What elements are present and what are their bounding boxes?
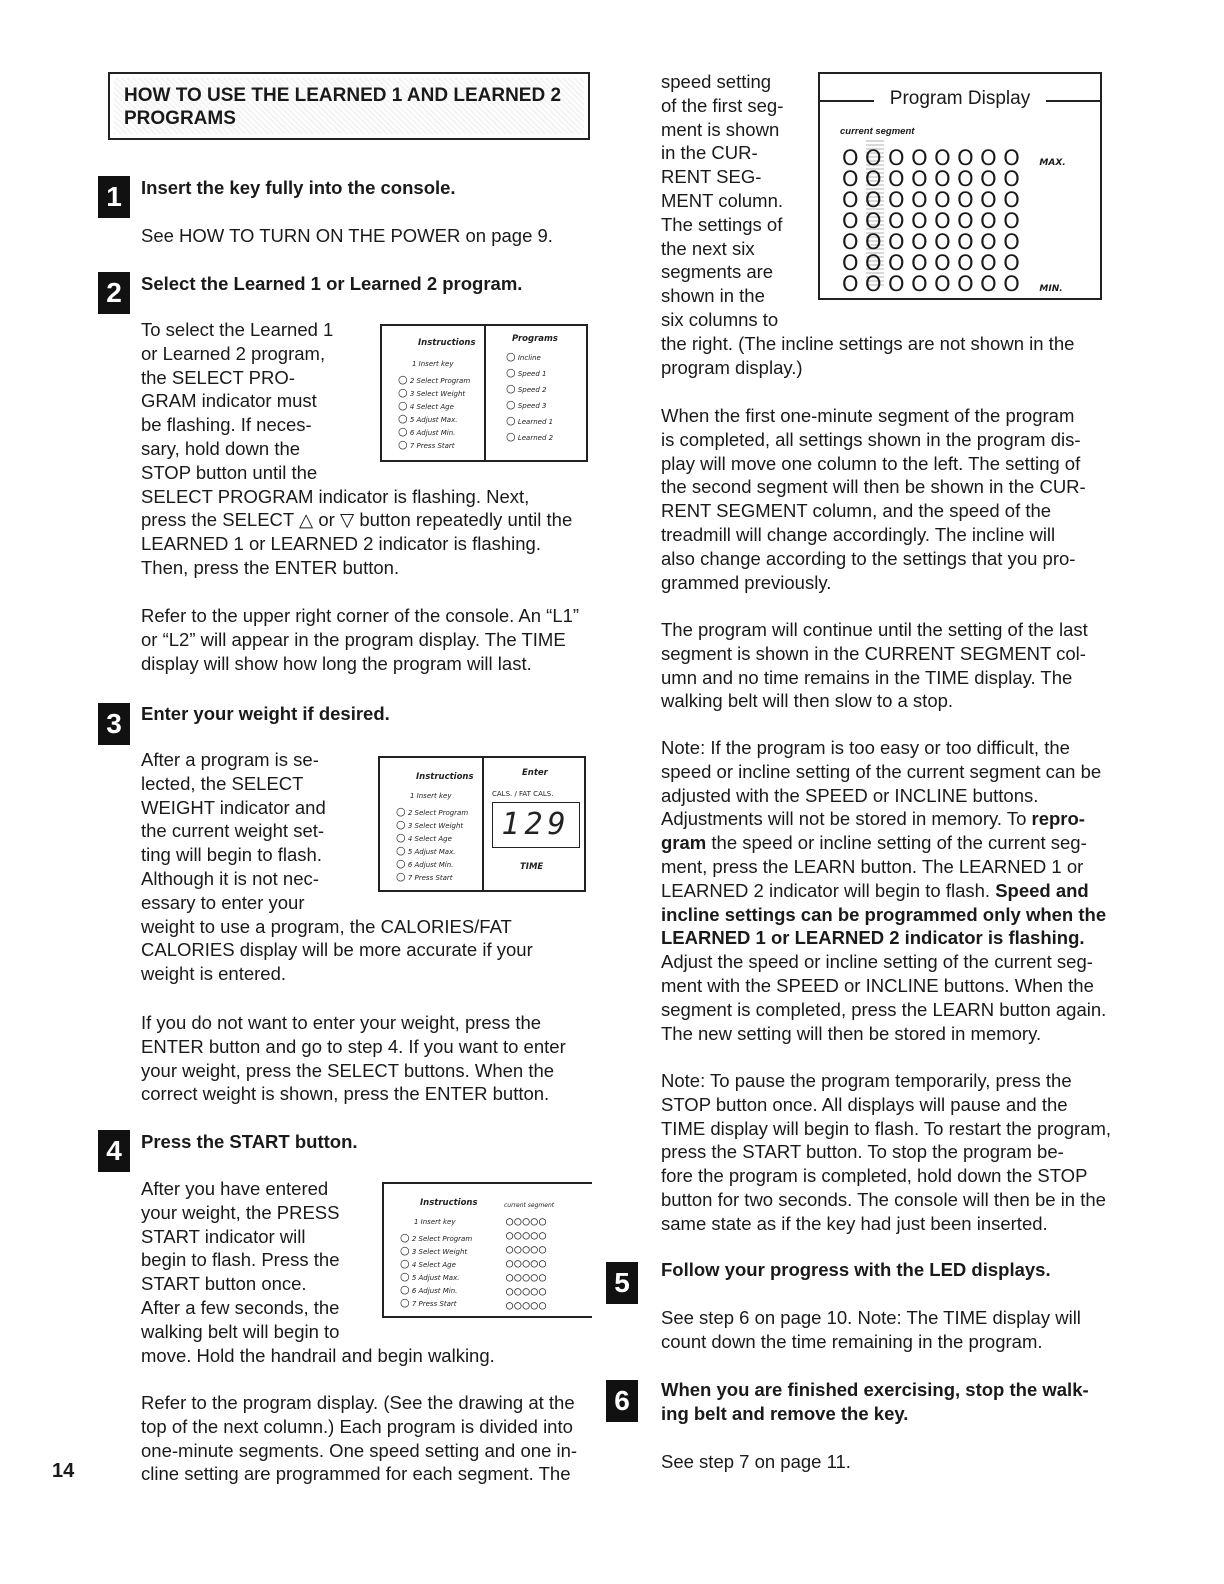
- panel-divider: [484, 326, 486, 460]
- text-line: SELECT PROGRAM indicator is flashing. Next,: [141, 485, 530, 507]
- instr-item-1: [400, 1218, 455, 1226]
- program-item-learned1: [506, 414, 553, 427]
- text-line: essary to enter your: [141, 891, 305, 913]
- instr-item-7: [396, 870, 453, 883]
- step-number-5: 5: [606, 1262, 638, 1304]
- instr-item-4: [398, 399, 454, 412]
- text-line: After you have entered: [141, 1178, 329, 1199]
- panel-divider: [482, 758, 484, 890]
- text-line: is completed, all settings shown in the program dis-: [661, 428, 1081, 450]
- indicator-dot-icon: ○: [398, 438, 408, 451]
- instr-item-5: [396, 844, 455, 857]
- text-line: shown in the: [661, 285, 765, 307]
- text-line: WEIGHT indicator and: [141, 796, 326, 818]
- step-number-1: 1: [98, 176, 130, 218]
- indicator-dot-icon: ○: [506, 366, 516, 379]
- display-row-2: [842, 169, 1026, 190]
- text-line: treadmill will change accordingly. The incline will: [661, 523, 1056, 545]
- instr-item-3: [396, 818, 463, 831]
- text-line: ting will begin to flash.: [141, 844, 322, 866]
- step-number-3: 3: [98, 703, 130, 745]
- led-row: OOOOOOOO: [842, 251, 1027, 275]
- text-line: Although it is not nec-: [141, 867, 319, 889]
- console-programs-panel: [380, 324, 588, 462]
- bold-run: Speed and: [995, 879, 1089, 901]
- display-row-6: [842, 253, 1026, 274]
- text-line: START indicator will: [141, 1225, 306, 1247]
- program-item-incline: [506, 350, 541, 363]
- program-item-learned2: [506, 430, 553, 443]
- text-line: MENT column.: [661, 189, 783, 211]
- text-line: or Learned 2 program,: [141, 342, 326, 364]
- instr-text: 7 Press Start: [411, 1300, 457, 1308]
- cals-display: [492, 802, 580, 848]
- text-line: play will move one column to the left. The setting of: [661, 452, 1081, 474]
- text-line: lected, the SELECT: [141, 772, 304, 794]
- text-line: of the first seg-: [661, 94, 784, 116]
- text-line: GRAM indicator must: [141, 390, 317, 412]
- heading-line: ing belt and remove the key.: [661, 1403, 909, 1424]
- text-line: count down the time remaining in the program.: [661, 1330, 1043, 1352]
- instr-item-4: [396, 831, 452, 844]
- panel-instructions-label: Instructions: [416, 772, 474, 782]
- text-line: After a program is se-: [141, 749, 319, 770]
- col2-paragraph3: [661, 618, 1088, 713]
- step6-heading: [661, 1378, 1089, 1426]
- text-line: ment, press the LEARN button. The LEARNED 1 or: [661, 855, 1084, 877]
- instr-text: 3 Select Weight: [407, 822, 464, 830]
- text-line: umn and no time remains in the TIME display. The: [661, 666, 1073, 688]
- text-line: Then, press the ENTER button.: [141, 556, 400, 578]
- panel-instructions-label: Instructions: [418, 338, 476, 348]
- col2-note2: [661, 1069, 1111, 1236]
- text-line: your weight, press the SELECT buttons. When the: [141, 1059, 555, 1081]
- segment-dot-grid: ○○○○○ ○○○○○ ○○○○○ ○○○○○ ○○○○○ ○○○○○ ○○○○○: [506, 1214, 548, 1312]
- text-line: LEARNED 1 or LEARNED 2 indicator is flashing.: [141, 533, 541, 555]
- text-line: the right. (The incline settings are not shown in the: [661, 332, 1075, 354]
- program-text: Learned 2: [517, 434, 554, 442]
- text-line: speed or incline setting of the current segment can be: [661, 760, 1102, 782]
- display-row-3: [842, 190, 1026, 211]
- text-line: Refer to the upper right corner of the console. An “L1”: [141, 605, 580, 626]
- text-line: walking belt will begin to: [141, 1320, 340, 1342]
- current-segment-label: current segment: [840, 126, 915, 137]
- instr-item-4: [400, 1257, 456, 1270]
- text-line: top of the next column.) Each program is divided into: [141, 1415, 573, 1437]
- instr-item-3: [400, 1244, 467, 1257]
- led-row: OOOOOOOO: [842, 167, 1027, 191]
- console-start-panel: [382, 1182, 592, 1318]
- text-line: sary, hold down the: [141, 437, 301, 459]
- text-line: ENTER button and go to step 4. If you want to enter: [141, 1035, 566, 1057]
- instr-text: 5 Adjust Max.: [411, 1274, 460, 1282]
- bold-run: repro-: [1031, 808, 1085, 830]
- text-line: program display.): [661, 356, 803, 378]
- indicator-dot-icon: ○: [398, 373, 408, 386]
- text-line: See step 6 on page 10. Note: The TIME display will: [661, 1307, 1081, 1328]
- led-row: OOOOOOOO: [842, 188, 1027, 212]
- instr-text: 3 Select Weight: [409, 390, 466, 398]
- indicator-dot-icon: ○: [506, 430, 516, 443]
- text-line: Note: To pause the program temporarily, press the: [661, 1070, 1072, 1091]
- text-line: START button once.: [141, 1273, 307, 1295]
- indicator-dot-icon: ○: [400, 1244, 410, 1257]
- step-number-2: 2: [98, 272, 130, 314]
- display-row-4: [842, 211, 1026, 232]
- instr-text: 7 Press Start: [409, 442, 455, 450]
- indicator-dot-icon: ○: [396, 870, 406, 883]
- panel-programs-label: Programs: [512, 334, 558, 344]
- text-line: the next six: [661, 237, 755, 259]
- text-line: one-minute segments. One speed setting and one in-: [141, 1439, 578, 1461]
- instr-text: 4 Select Age: [411, 1261, 456, 1269]
- step5-heading: Follow your progress with the LED displays.: [661, 1259, 1051, 1280]
- instr-text: 7 Press Start: [407, 874, 453, 882]
- text-line: the SELECT PRO-: [141, 366, 295, 388]
- led-row: OOOOOOOO: [842, 230, 1027, 254]
- indicator-dot-icon: ○: [400, 1296, 410, 1309]
- program-item-speed3: [506, 398, 546, 411]
- step4-paragraph2: [141, 1391, 577, 1486]
- indicator-dot-icon: ○: [396, 831, 406, 844]
- instr-text: 5 Adjust Max.: [409, 416, 458, 424]
- bold-run: gram: [661, 832, 707, 854]
- text-line: weight to use a program, the CALORIES/FAT: [141, 915, 512, 937]
- instr-text: 2 Select Program: [409, 377, 471, 385]
- indicator-dot-icon: ○: [398, 425, 408, 438]
- text-line: begin to flash. Press the: [141, 1249, 340, 1271]
- section-title-box: [108, 72, 590, 140]
- text-line: the second segment will then be shown in the CUR-: [661, 476, 1086, 498]
- panel-top-edge: [384, 1182, 594, 1184]
- instr-item-6: [398, 425, 455, 438]
- step5-text: [661, 1306, 1081, 1354]
- display-row-7: [842, 274, 1063, 300]
- panel-enter-label: Enter: [522, 768, 548, 778]
- indicator-dot-icon: ○: [398, 399, 408, 412]
- text-line: press the START button. To stop the program be-: [661, 1141, 1064, 1163]
- text-line: ment with the SPEED or INCLINE buttons. When the: [661, 974, 1094, 996]
- text-line: The new setting will then be stored in memory.: [661, 1022, 1042, 1044]
- text-line: move. Hold the handrail and begin walking.: [141, 1344, 495, 1366]
- text-run: the speed or incline setting of the current seg-: [706, 832, 1087, 854]
- text-line: segment is shown in the CURRENT SEGMENT col-: [661, 642, 1086, 664]
- text-line: [661, 879, 1106, 903]
- program-text: Learned 1: [517, 418, 554, 426]
- instr-item-6: [400, 1283, 457, 1296]
- instr-text: 1 Insert key: [410, 792, 452, 800]
- instr-item-1: [396, 792, 451, 800]
- text-line: RENT SEGMENT column, and the speed of the: [661, 500, 1052, 522]
- led-row: OOOOOOOO: [842, 146, 1027, 170]
- console-weight-panel: [378, 756, 586, 892]
- col2-note1: [661, 736, 1106, 1045]
- text-line: segment is completed, press the LEARN button again.: [661, 998, 1107, 1020]
- instr-text: 6 Adjust Min.: [411, 1287, 458, 1295]
- indicator-dot-icon: ○: [396, 844, 406, 857]
- program-text: Speed 3: [517, 402, 547, 410]
- text-line: segments are: [661, 261, 774, 283]
- instr-item-5: [400, 1270, 459, 1283]
- text-line: incline settings can be programmed only when the: [661, 903, 1107, 925]
- display-row-5: [842, 232, 1026, 253]
- text-line: When the first one-minute segment of the program: [661, 405, 1075, 426]
- instr-text: 6 Adjust Min.: [409, 429, 456, 437]
- text-line: speed setting: [661, 71, 772, 92]
- indicator-dot-icon: ○: [396, 805, 406, 818]
- text-run: LEARNED 2 indicator will begin to flash.: [661, 879, 996, 901]
- cals-value: 129: [501, 807, 571, 842]
- text-line: Refer to the program display. (See the drawing at the: [141, 1392, 575, 1413]
- text-line: cline setting are programmed for each segment. The: [141, 1463, 571, 1485]
- text-line: fore the program is completed, hold down the STOP: [661, 1165, 1088, 1187]
- program-display-title: Program Display: [889, 88, 1031, 109]
- indicator-dot-icon: ○: [400, 1283, 410, 1296]
- indicator-dot-icon: ○: [506, 398, 516, 411]
- text-line: If you do not want to enter your weight, press the: [141, 1012, 542, 1033]
- instr-item-6: [396, 857, 453, 870]
- step2-paragraph2: [141, 604, 579, 675]
- program-item-speed2: [506, 382, 546, 395]
- instr-text: 5 Adjust Max.: [407, 848, 456, 856]
- text-line: grammed previously.: [661, 571, 832, 593]
- text-line: After a few seconds, the: [141, 1296, 340, 1318]
- text-line: RENT SEG-: [661, 166, 762, 188]
- step6-text: See step 7 on page 11.: [661, 1451, 851, 1472]
- instr-text: 4 Select Age: [409, 403, 454, 411]
- step3-paragraph2: [141, 1011, 566, 1106]
- instr-item-5: [398, 412, 457, 425]
- program-display-diagram: [818, 72, 1102, 300]
- min-label: MIN.: [1039, 284, 1063, 294]
- text-line: six columns to: [661, 308, 779, 330]
- panel-instructions-label: Instructions: [420, 1198, 478, 1208]
- text-line: Adjust the speed or incline setting of the current seg-: [661, 951, 1093, 973]
- step-number-6: 6: [606, 1380, 638, 1422]
- instr-item-7: [398, 438, 455, 451]
- indicator-dot-icon: ○: [400, 1231, 410, 1244]
- program-text: Speed 1: [517, 370, 547, 378]
- text-line: [661, 807, 1106, 831]
- instr-item-3: [398, 386, 465, 399]
- text-line: be flashing. If neces-: [141, 414, 312, 436]
- text-line: [661, 831, 1106, 855]
- heading-line: When you are finished exercising, stop the walk-: [661, 1379, 1089, 1400]
- text-line: Note: If the program is too easy or too difficult, the: [661, 737, 1070, 758]
- step1-heading: Insert the key fully into the console.: [141, 177, 456, 198]
- program-text: Incline: [517, 354, 541, 362]
- indicator-dot-icon: ○: [506, 350, 516, 363]
- text-line: correct weight is shown, press the ENTER button.: [141, 1083, 550, 1105]
- text-run: Adjustments will not be stored in memory. To: [661, 808, 1032, 830]
- instr-text: 3 Select Weight: [411, 1248, 468, 1256]
- section-title: HOW TO USE THE LEARNED 1 AND LEARNED 2 PROGRAMS: [114, 78, 584, 134]
- instr-item-2: [398, 373, 470, 386]
- step3-heading: Enter your weight if desired.: [141, 703, 390, 724]
- instr-item-2: [396, 805, 468, 818]
- program-item-speed1: [506, 366, 546, 379]
- text-line: To select the Learned 1: [141, 319, 334, 340]
- indicator-dot-icon: ○: [398, 412, 408, 425]
- text-line: ment is shown: [661, 118, 780, 140]
- text-line: also change according to the settings that you pro-: [661, 547, 1076, 569]
- instr-text: 1 Insert key: [412, 360, 454, 368]
- instr-item-7: [400, 1296, 457, 1309]
- instr-text: 1 Insert key: [414, 1218, 456, 1226]
- text-line: same state as if the key had just been inserted.: [661, 1212, 1048, 1234]
- text-line: walking belt will then slow to a stop.: [661, 690, 954, 712]
- text-line: press the SELECT △ or ▽ button repeatedly until the: [141, 509, 573, 531]
- led-row: OOOOOOOO: [842, 272, 1027, 296]
- current-segment-label: current segment: [504, 1202, 555, 1209]
- text-line: in the CUR-: [661, 142, 758, 164]
- text-line: The program will continue until the setting of the last: [661, 619, 1088, 640]
- cals-label: CALS. / FAT CALS.: [492, 790, 554, 798]
- indicator-dot-icon: ○: [400, 1257, 410, 1270]
- max-label: MAX.: [1039, 158, 1066, 168]
- text-line: the current weight set-: [141, 820, 325, 842]
- indicator-dot-icon: ○: [396, 818, 406, 831]
- text-line: STOP button once. All displays will pause and the: [661, 1093, 1068, 1115]
- step4-heading: Press the START button.: [141, 1131, 358, 1152]
- instr-text: 6 Adjust Min.: [407, 861, 454, 869]
- text-line: STOP button until the: [141, 461, 318, 483]
- instr-item-2: [400, 1231, 472, 1244]
- instr-item-1: [398, 360, 453, 368]
- text-line: your weight, the PRESS: [141, 1201, 340, 1223]
- program-text: Speed 2: [517, 386, 547, 394]
- text-line: button for two seconds. The console will then be in the: [661, 1188, 1106, 1210]
- indicator-dot-icon: ○: [400, 1270, 410, 1283]
- time-label: TIME: [520, 862, 544, 872]
- text-line: display will show how long the program will last.: [141, 652, 532, 674]
- page-number: 14: [52, 1460, 75, 1482]
- instr-text: 2 Select Program: [407, 809, 469, 817]
- text-line: weight is entered.: [141, 963, 287, 985]
- indicator-dot-icon: ○: [506, 382, 516, 395]
- instr-text: 2 Select Program: [411, 1235, 473, 1243]
- instr-text: 4 Select Age: [407, 835, 452, 843]
- indicator-dot-icon: ○: [398, 386, 408, 399]
- text-line: or “L2” will appear in the program display. The TIME: [141, 628, 566, 650]
- col2-paragraph2: [661, 404, 1086, 594]
- text-line: LEARNED 1 or LEARNED 2 indicator is flashing.: [661, 927, 1085, 949]
- led-row: OOOOOOOO: [842, 209, 1027, 233]
- indicator-dot-icon: ○: [396, 857, 406, 870]
- text-line: CALORIES display will be more accurate if your: [141, 939, 533, 961]
- step2-heading: Select the Learned 1 or Learned 2 program.: [141, 273, 523, 294]
- indicator-dot-icon: ○: [506, 414, 516, 427]
- step-number-4: 4: [98, 1130, 130, 1172]
- text-line: adjusted with the SPEED or INCLINE buttons.: [661, 784, 1039, 806]
- step1-text: See HOW TO TURN ON THE POWER on page 9.: [141, 225, 553, 246]
- text-line: The settings of: [661, 213, 783, 235]
- text-line: TIME display will begin to flash. To restart the program,: [661, 1117, 1112, 1139]
